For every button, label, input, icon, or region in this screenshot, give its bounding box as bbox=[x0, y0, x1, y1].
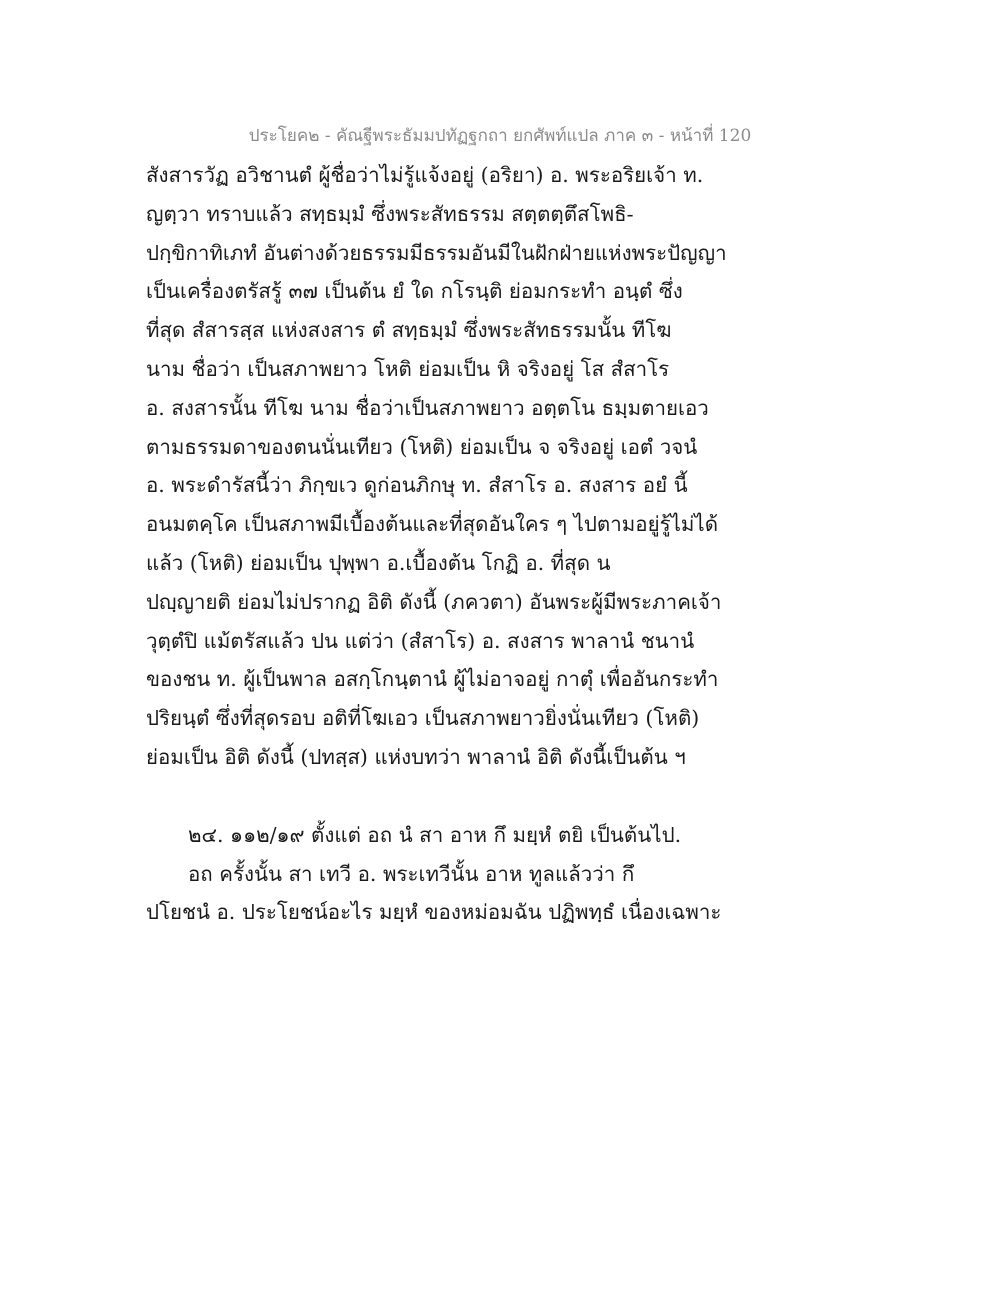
text-line: วุตฺตํปิ แม้ตรัสแล้ว ปน แต่ว่า (สํสาโร) อ. สงสาร พาลานํ ชนานํ bbox=[146, 628, 695, 653]
text-line: ของชน ท. ผู้เป็นพาล อสกฺโกนฺตานํ ผู้ไม่อาจอยู่ กาตุํ เพื่ออันกระทำ bbox=[146, 667, 719, 692]
paragraph-1 bbox=[146, 156, 856, 777]
text-line: อ. พระดำรัสนี้ว่า ภิกฺขเว ดูก่อนภิกษุ ท. สํสาโร อ. สงสาร อยํ นี้ bbox=[146, 473, 688, 498]
text-line: ที่สุด สํสารสฺส แห่งสงสาร ตํ สทฺธมฺมํ ซึ่งพระสัทธรรมนั้น ทีโฆ bbox=[146, 318, 672, 343]
text-line: แล้ว (โหติ) ย่อมเป็น ปุพฺพา อ.เบื้องต้น โกฏิ อ. ที่สุด น bbox=[146, 550, 611, 575]
text-line: สังสารวัฏ อวิชานตํ ผู้ชื่อว่าไม่รู้แจ้งอยู่ (อริยา) อ. พระอริยเจ้า ท. bbox=[146, 163, 704, 187]
paragraph-2 bbox=[146, 816, 856, 932]
text-line: อ. สงสารนั้น ทีโฆ นาม ชื่อว่าเป็นสภาพยาว อตฺตโน ธมฺมตายเอว bbox=[146, 395, 709, 420]
paragraph-gap bbox=[146, 777, 856, 816]
text-line: เป็นเครื่องตรัสรู้ ๓๗ เป็นต้น ยํ ใด กโรนฺติ ย่อมกระทำ อนฺตํ ซึ่ง bbox=[146, 279, 683, 304]
text-line: ย่อมเป็น อิติ ดังนี้ (ปทสฺส) แห่งบทว่า พาลานํ อิติ ดังนี้เป็นต้น ฯ bbox=[146, 744, 686, 769]
text-line: นาม ชื่อว่า เป็นสภาพยาว โหติ ย่อมเป็น หิ จริงอยู่ โส สํสาโร bbox=[146, 356, 670, 381]
text-line: อถ ครั้งนั้น สา เทวี อ. พระเทวีนั้น อาห ทูลแล้วว่า กึ bbox=[188, 861, 635, 886]
section-heading: ๒๔. ๑๑๒/๑๙ ตั้งแต่ อถ นํ สา อาห กึ มยฺหํ ตยิ เป็นต้นไป. bbox=[188, 822, 682, 847]
page-body bbox=[146, 156, 856, 932]
text-line: ปกฺขิกาทิเภทํ อันต่างด้วยธรรมมีธรรมอันมีในฝักฝ่ายแห่งพระปัญญา bbox=[146, 240, 727, 265]
text-line: ปริยนฺตํ ซึ่งที่สุดรอบ อติที่โฆเอว เป็นสภาพยาวยิ่งนั่นเทียว (โหติ) bbox=[146, 706, 700, 731]
text-line: ปญฺญายติ ย่อมไม่ปรากฏ อิติ ดังนี้ (ภควตา) อันพระผู้มีพระภาคเจ้า bbox=[146, 589, 722, 614]
text-line: ตามธรรมดาของตนนั่นเทียว (โหติ) ย่อมเป็น จ จริงอยู่ เอตํ วจนํ bbox=[146, 434, 698, 459]
text-line: อนมตคฺโค เป็นสภาพมีเบื้องต้นและที่สุดอันใคร ๆ ไปตามอยู่รู้ไม่ได้ bbox=[146, 512, 719, 537]
text-line: ญตฺวา ทราบแล้ว สทฺธมฺมํ ซึ่งพระสัทธรรม สตฺตตฺตึสโพธิ- bbox=[146, 201, 634, 226]
text-line: ปโยชนํ อ. ประโยชน์อะไร มยฺหํ ของหม่อมฉัน ปฏิพทฺธํ เนื่องเฉพาะ bbox=[146, 900, 722, 925]
running-header: ประโยค๒ - คัณฐีพระธัมมปทัฏฐกถา ยกศัพท์แปล ภาค ๓ - หน้าที่ 120 bbox=[248, 126, 752, 146]
